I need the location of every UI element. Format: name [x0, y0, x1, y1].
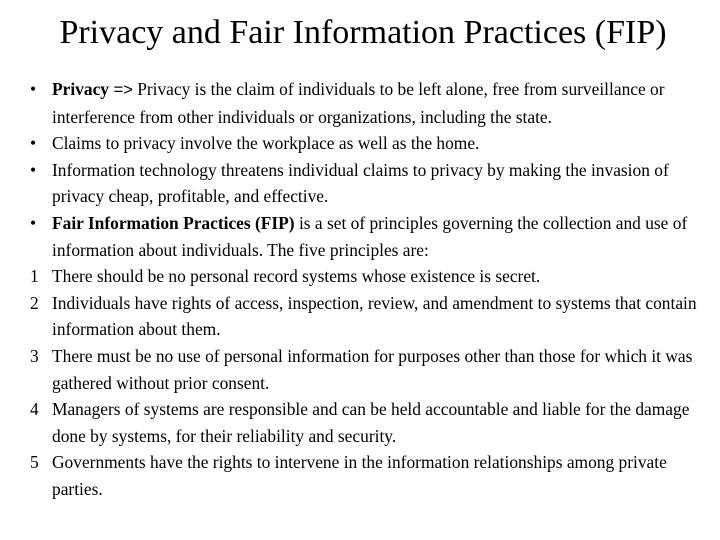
principle-text: There should be no personal record systems whose existence is secret. [52, 266, 541, 287]
principle-text: Individuals have rights of access, inspection, review, and amendment to systems that contain information about them. [52, 292, 697, 340]
bullet-fip-definition [30, 210, 710, 263]
privacy-term: Privacy [52, 79, 109, 99]
bullet-marker: • [30, 212, 37, 233]
principle-number: 2 [30, 292, 39, 313]
slide-content [30, 76, 710, 503]
bullet-marker: • [30, 159, 37, 180]
slide-title: Privacy and Fair Information Practices (FIP) [59, 14, 667, 51]
fip-definition-text: is a set of principles governing the collection and use of information about individuals. The five principles are: [52, 212, 688, 260]
bullet-it-threat [30, 157, 710, 210]
bullet-privacy-claims [30, 130, 710, 157]
privacy-definition-text: Privacy is the claim of individuals to be left alone, free from surveillance or interference from other individuals or organizations, including the state. [52, 79, 665, 127]
principle-item [30, 263, 710, 290]
principle-number: 5 [30, 452, 39, 473]
arrow-symbol: => [108, 81, 133, 99]
principle-number: 3 [30, 345, 39, 366]
principle-text: Governments have the rights to intervene in the information relationships among private parties. [52, 452, 667, 499]
bullet-marker: • [30, 79, 37, 99]
principle-item [30, 343, 710, 396]
bullet-privacy-definition [30, 76, 710, 130]
bullet-text: Information technology threatens individual claims to privacy by making the invasion of privacy cheap, profitable, and effective. [52, 159, 669, 207]
bullet-text: Claims to privacy involve the workplace as well as the home. [52, 133, 480, 154]
principle-item [30, 396, 710, 449]
principle-number: 4 [30, 399, 39, 420]
bullet-marker: • [30, 133, 37, 154]
principle-item [30, 290, 710, 343]
fip-term: Fair Information Practices (FIP) [52, 212, 295, 233]
principle-number: 1 [30, 266, 39, 287]
principle-text: Managers of systems are responsible and can be held accountable and liable for the damage done by systems, for their reliability and security. [52, 399, 690, 446]
principle-text: There must be no use of personal information for purposes other than those for which it was gathered without prior consent. [52, 345, 693, 393]
principle-item [30, 449, 710, 502]
